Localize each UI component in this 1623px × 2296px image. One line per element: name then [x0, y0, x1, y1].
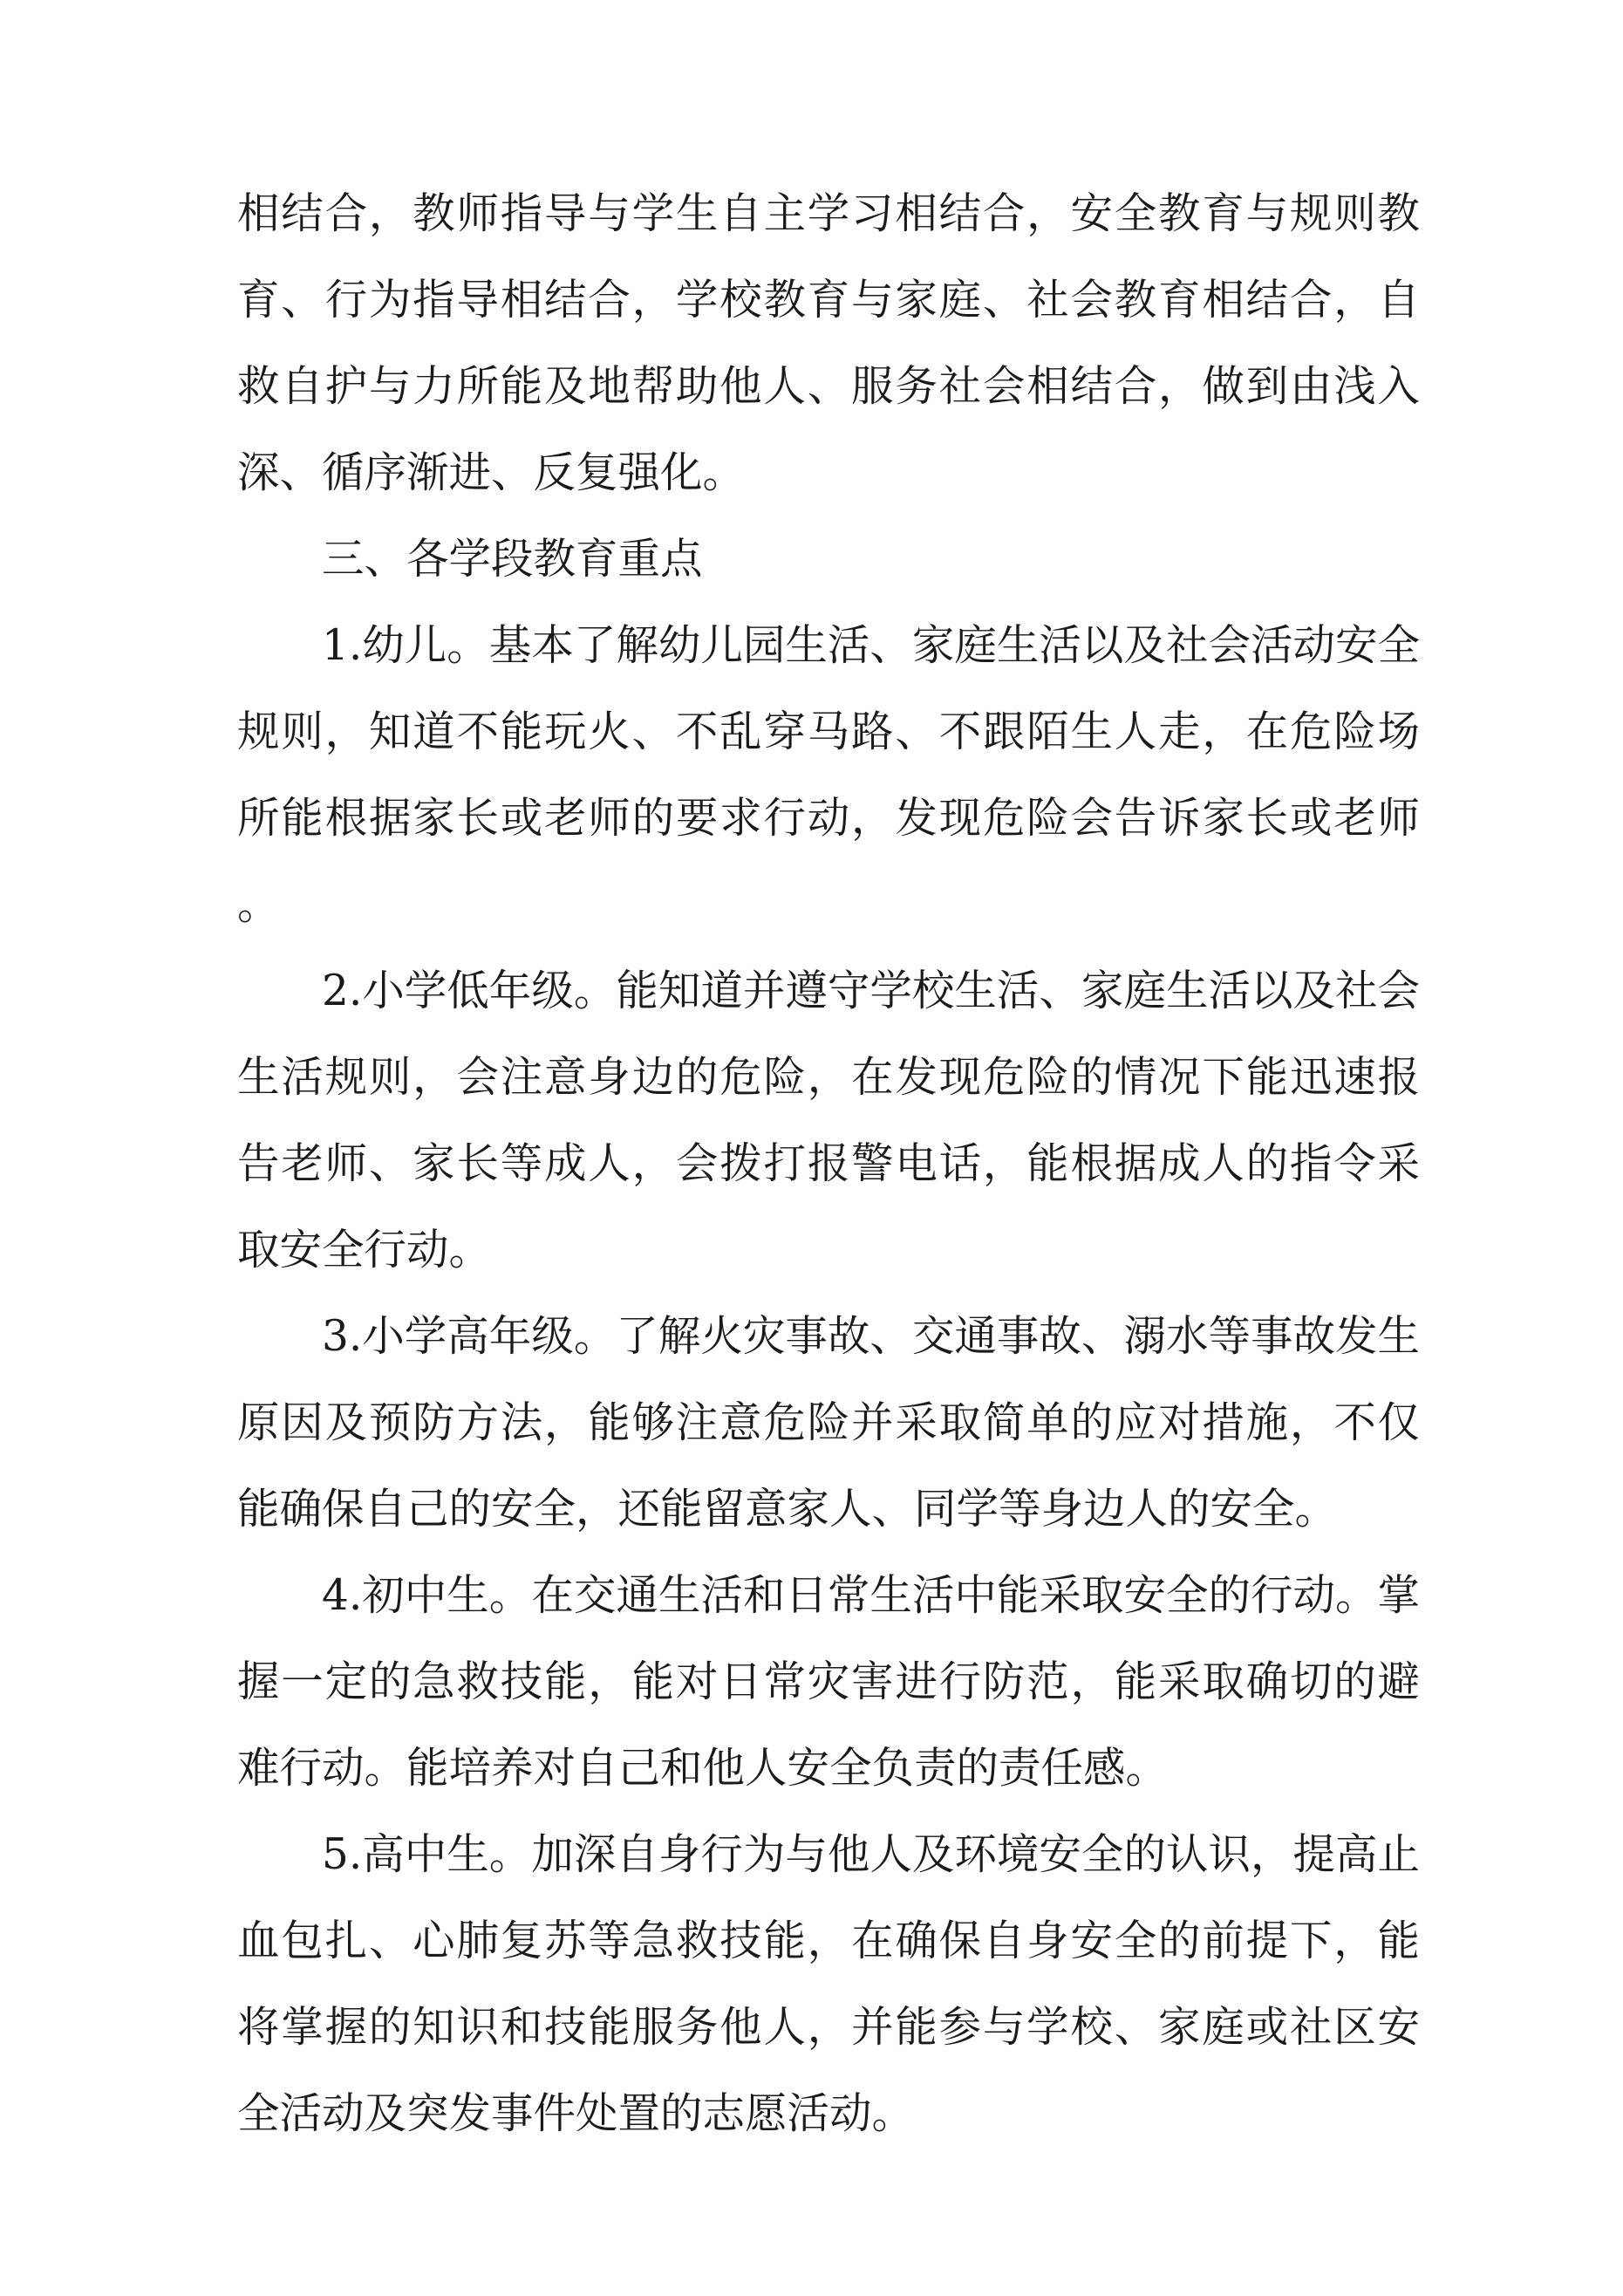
section-heading: 三、各学段教育重点	[322, 535, 703, 584]
paragraph-senior-high: 5.高中生。加深自身行为与他人及环境安全的认识，提高止血包扎、心肺复苏等急救技能，在确保自身安全的前提下，能将掌握的知识和技能服务他人，并能参与学校、家庭或社区安全活动及突发事件处置的志愿活动。	[237, 1830, 1420, 2138]
paragraph-junior-high: 4.初中生。在交通生活和日常生活中能采取安全的行动。掌握一定的急救技能，能对日常灾害进行防范，能采取确切的避难行动。能培养对自己和他人安全负责的责任感。	[237, 1571, 1420, 1793]
paragraph-upper-primary: 3.小学高年级。了解火灾事故、交通事故、溺水等事故发生原因及预防方法，能够注意危险并采取简单的应对措施，不仅能确保自己的安全，还能留意家人、同学等身边人的安全。	[237, 1312, 1420, 1534]
paragraph-continuation: 相结合，教师指导与学生自主学习相结合，安全教育与规则教育、行为指导相结合，学校教育与家庭、社会教育相结合，自救自护与力所能及地帮助他人、服务社会相结合，做到由浅入深、循序渐进、反复强化。	[237, 189, 1420, 497]
paragraph-lower-primary: 2.小学低年级。能知道并遵守学校生活、家庭生活以及社会生活规则，会注意身边的危险，在发现危险的情况下能迅速报告老师、家长等成人，会拨打报警电话，能根据成人的指令采取安全行动。	[237, 967, 1420, 1274]
document-body	[237, 171, 1420, 2157]
paragraph-kindergarten: 1.幼儿。基本了解幼儿园生活、家庭生活以及社会活动安全规则，知道不能玩火、不乱穿马路、不跟陌生人走，在危险场所能根据家长或老师的要求行动，发现危险会告诉家长或老师。	[237, 621, 1420, 929]
